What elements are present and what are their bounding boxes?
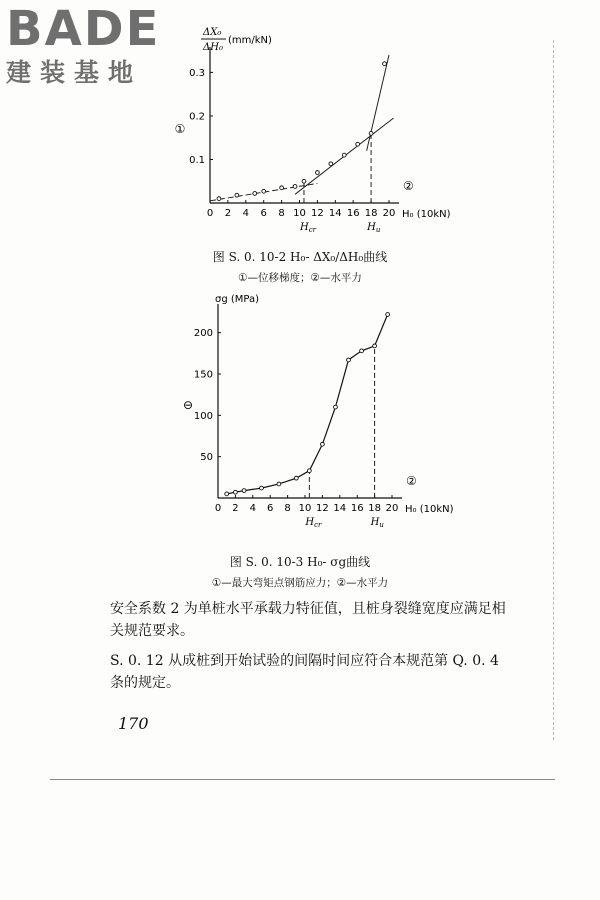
y-tick-label: 150 — [193, 369, 213, 381]
x-axis-label: H₀ (10kN) — [405, 504, 454, 515]
x-tick-label: 4 — [242, 208, 249, 219]
y-tick-label: 0.1 — [189, 154, 205, 166]
x-tick-label: 6 — [267, 503, 274, 514]
critical-point-label: $H_{cr}$ — [305, 517, 322, 529]
data-point — [277, 482, 281, 486]
x-tick-label: 8 — [284, 503, 291, 514]
data-point — [260, 486, 264, 490]
x-axis-label: H₀ (10kN) — [402, 209, 451, 220]
y-tick-label: 50 — [200, 452, 213, 464]
data-point — [334, 405, 338, 409]
y-tick-label: 0.3 — [189, 67, 205, 79]
series-marker: ② — [406, 474, 417, 488]
critical-point-label: $H_u$ — [367, 222, 381, 234]
y-tick-label: 100 — [193, 410, 213, 422]
x-tick-label: 14 — [328, 208, 342, 219]
x-tick-label: 20 — [385, 503, 399, 514]
x-tick-label: 12 — [311, 208, 324, 219]
footer-rule — [50, 779, 555, 780]
paragraph-line: 安全系数 2 为单桩水平承载力特征值，且桩身裂缝宽度应满足相 — [110, 601, 506, 617]
paragraph-line: 条的规定。 — [110, 675, 180, 691]
data-point — [225, 492, 229, 496]
x-tick-label: 4 — [249, 503, 256, 514]
data-point — [235, 193, 239, 197]
data-point — [342, 153, 346, 157]
x-tick-label: 18 — [368, 503, 381, 514]
x-tick-label: 2 — [224, 208, 232, 219]
y-tick-label: 0.2 — [189, 111, 205, 123]
x-tick-label: 0 — [214, 503, 222, 514]
data-point — [234, 490, 238, 494]
paragraph-s-0-12 — [110, 650, 540, 694]
x-tick-label: 10 — [298, 503, 312, 514]
figure-caption-1: 图 S. 0. 10-2 H₀- ΔX₀/ΔH₀曲线 — [212, 250, 388, 264]
data-point — [347, 358, 351, 362]
data-curve — [227, 315, 388, 494]
data-point — [329, 162, 333, 166]
x-tick-label: 6 — [260, 208, 267, 219]
axis-quantity-marker: ① — [174, 122, 186, 136]
data-point — [242, 489, 246, 493]
data-point — [217, 197, 221, 201]
paragraph-line: S. 0. 12 从成桩到开始试验的间隔时间应符合本规范第 Q. 0. 4 — [110, 653, 499, 669]
data-point — [386, 313, 390, 317]
data-point — [356, 142, 360, 146]
x-tick-label: 14 — [333, 503, 347, 514]
x-tick-label: 16 — [346, 208, 360, 219]
chart-steel-stress — [0, 290, 600, 540]
data-point — [383, 62, 387, 66]
x-tick-label: 8 — [278, 208, 285, 219]
x-tick-label: 20 — [382, 208, 396, 219]
figure-legend-1: ①—位移梯度；②—水平力 — [238, 272, 362, 284]
data-point — [307, 469, 311, 473]
page-number: 170 — [118, 714, 149, 733]
axis-quantity-marker: ⊖ — [182, 398, 194, 412]
chart-displacement-gradient — [0, 0, 600, 240]
data-point — [369, 131, 373, 135]
x-tick-label: 18 — [364, 208, 378, 219]
series-marker: ② — [403, 179, 414, 193]
x-tick-label: 12 — [316, 503, 329, 514]
data-point — [373, 344, 377, 348]
y-tick-label: 200 — [193, 328, 213, 340]
paragraph-safety-factor — [110, 598, 540, 642]
data-point — [294, 476, 298, 480]
data-point — [360, 349, 364, 353]
data-point — [262, 189, 266, 193]
y-axis-label-numerator: ΔX₀ — [203, 27, 222, 38]
x-tick-label: 16 — [350, 503, 364, 514]
paragraph-line: 关规范要求。 — [110, 623, 194, 639]
data-point — [302, 179, 306, 183]
critical-point-label: $H_u$ — [370, 517, 384, 529]
logo-subtitle: 建装基地 — [6, 58, 143, 87]
data-point — [316, 171, 320, 175]
figure-caption-2: 图 S. 0. 10-3 H₀- σg曲线 — [229, 555, 371, 569]
figure-legend-2: ①—最大弯矩点钢筋应力；②—水平力 — [211, 577, 389, 589]
y-axis-label: σg (MPa) — [215, 294, 260, 305]
tangent-line — [367, 55, 389, 151]
y-axis-unit: (mm/kN) — [228, 35, 272, 46]
data-point — [293, 185, 297, 189]
data-point — [321, 442, 325, 446]
critical-point-label: $H_{cr}$ — [299, 222, 316, 234]
data-point — [280, 186, 284, 190]
data-point — [253, 192, 257, 196]
x-tick-label: 10 — [293, 208, 306, 219]
x-tick-label: 0 — [206, 208, 214, 219]
y-axis-label-denominator: ΔH₀ — [203, 42, 223, 53]
x-tick-label: 2 — [232, 503, 239, 514]
logo-brand: BADE — [6, 1, 161, 57]
